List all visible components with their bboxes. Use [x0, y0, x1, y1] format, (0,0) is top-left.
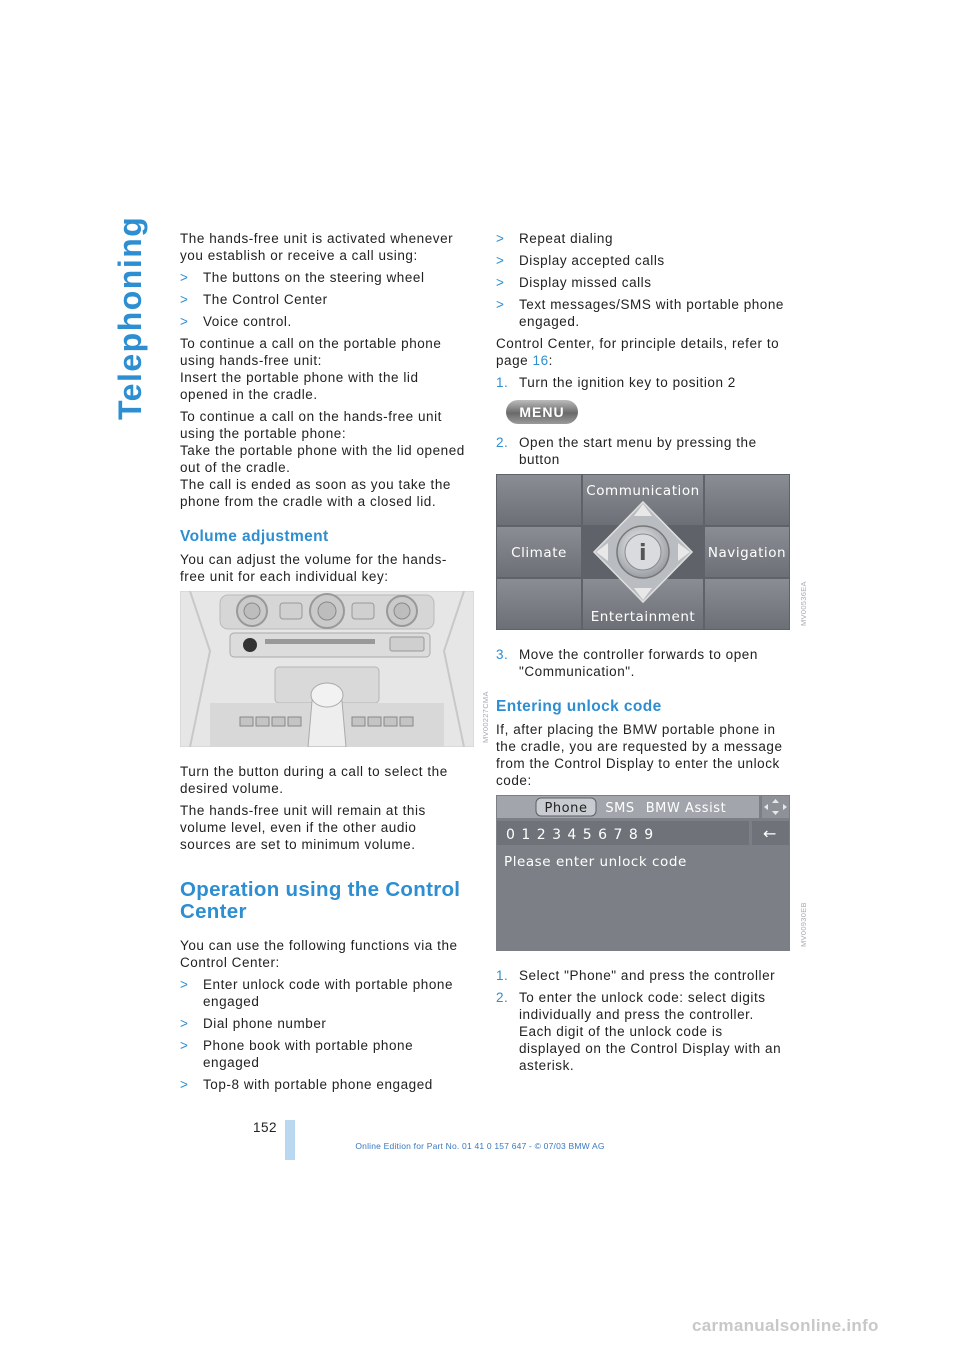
- operation-heading: Operation using the Control Center: [180, 878, 461, 923]
- menu-button-icon: MENU: [506, 400, 578, 424]
- page-link[interactable]: 16: [532, 353, 549, 368]
- unlock-heading: Entering unlock code: [496, 698, 662, 715]
- step-item: 2. Open the start menu by pressing the button: [496, 435, 757, 467]
- menu-communication: Communication: [586, 483, 700, 499]
- figure-code: MV00536EA: [799, 581, 808, 626]
- tab-sms-label: SMS: [605, 801, 635, 816]
- list-item: > Voice control.: [180, 314, 292, 329]
- console-figure: [180, 591, 490, 751]
- tab-bmw-assist-label: BMW Assist: [645, 801, 727, 816]
- remain-text: The hands-free unit will remain at this volume level, even if the other audio sources are set to minimum volume.: [180, 803, 426, 852]
- figure-code: MV00930EB: [799, 902, 808, 947]
- footer-bar: [285, 1120, 295, 1160]
- list-item: > Display accepted calls: [496, 253, 665, 268]
- start-menu-figure: [496, 474, 808, 634]
- turn-text: Turn the button during a call to select the desired volume.: [180, 764, 448, 796]
- menu-climate: Climate: [511, 545, 567, 561]
- step-item: 1. Turn the ignition key to position 2: [496, 375, 736, 390]
- list-item: > Dial phone number: [180, 1016, 327, 1031]
- intro-text: The hands-free unit is activated whenever you establish or receive a call using:: [180, 231, 454, 263]
- list-item: > Phone book with portable phone engaged: [180, 1038, 414, 1070]
- continue-phone-text: To continue a call on the hands-free unit using the portable phone: Take the portable phone with the lid opened out of the cradle. The call is ended as soon as you take the phone from the cradle with a closed lid.: [180, 409, 465, 509]
- unlock-figure: [496, 795, 808, 955]
- page-number: 152: [253, 1120, 278, 1135]
- menu-navigation: Navigation: [707, 545, 787, 561]
- list-item: > Text messages/SMS with portable phone engaged.: [496, 297, 784, 329]
- info-icon: i: [638, 541, 648, 566]
- operation-intro: You can use the following functions via the Control Center:: [180, 938, 458, 970]
- list-item: > Repeat dialing: [496, 231, 614, 246]
- tab-phone-label: Phone: [544, 801, 588, 816]
- continue-handsfree-text: To continue a call on the portable phone using hands-free unit: Insert the portable phone with the lid opened in the cradle.: [180, 336, 442, 402]
- backspace-icon: ←: [763, 824, 777, 843]
- volume-intro: You can adjust the volume for the hands-free unit for each individual key:: [180, 552, 447, 584]
- left-column: [180, 230, 490, 1098]
- console-illustration: [180, 591, 474, 747]
- unlock-prompt: Please enter unlock code: [504, 854, 687, 870]
- list-item: > Top-8 with portable phone engaged: [180, 1077, 433, 1092]
- step-item: 2. To enter the unlock code: select digits individually and press the controller. Each digit of the unlock code is displayed on the Control Display with an asterisk.: [496, 990, 782, 1073]
- digit-row: 0 1 2 3 4 5 6 7 8 9: [506, 827, 655, 843]
- start-menu-screen: [496, 474, 790, 630]
- menu-entertainment: Entertainment: [590, 609, 696, 625]
- chapter-title: [112, 215, 158, 430]
- watermark: carmanualsonline.info: [692, 1316, 879, 1335]
- chapter-title-text: Telephoning: [112, 215, 148, 420]
- figure-code: MV00227CMA: [481, 691, 490, 743]
- control-center-text: Control Center, for principle details, refer to page 16:: [496, 336, 780, 368]
- footer-note: Online Edition for Part No. 01 41 0 157 647 - © 07/03 BMW AG: [355, 1141, 605, 1151]
- list-item: > The buttons on the steering wheel: [180, 270, 425, 285]
- unlock-screen: [496, 795, 790, 951]
- unlock-intro: If, after placing the BMW portable phone in the cradle, you are requested by a message from the Control Display to enter the unlock code:: [496, 722, 783, 788]
- right-column: [496, 230, 808, 1079]
- list-item: > Display missed calls: [496, 275, 652, 290]
- step-item: 1. Select "Phone" and press the controller: [496, 968, 776, 983]
- step-item: 3. Move the controller forwards to open "Communication".: [496, 647, 758, 679]
- list-item: > The Control Center: [180, 292, 328, 307]
- list-item: > Enter unlock code with portable phone engaged: [180, 977, 454, 1009]
- volume-heading: Volume adjustment: [180, 528, 329, 545]
